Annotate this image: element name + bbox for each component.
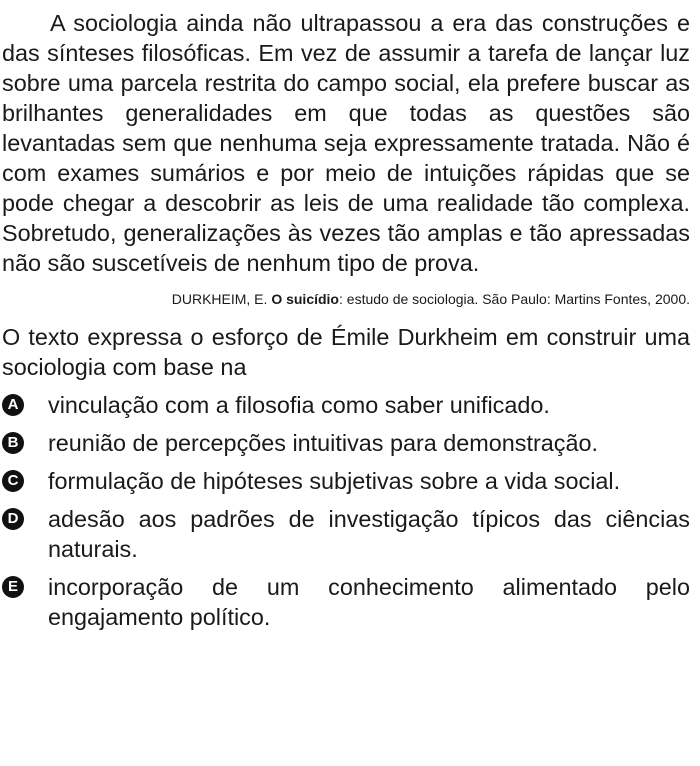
citation-rest: : estudo de sociologia. São Paulo: Martins Fontes, 2000. [339, 291, 690, 307]
answer-options [2, 390, 690, 632]
option-text: vinculação com a filosofia como saber unificado. [48, 392, 550, 418]
citation-title: O suicídio [271, 291, 339, 307]
option-letter-icon: A [2, 394, 24, 416]
option-text: reunião de percepções intuitivas para demonstração. [48, 430, 599, 456]
option-e[interactable] [2, 572, 690, 632]
option-letter-icon: C [2, 470, 24, 492]
citation [2, 290, 690, 308]
option-c[interactable] [2, 466, 690, 496]
option-b[interactable] [2, 428, 690, 458]
option-letter-icon: E [2, 576, 24, 598]
option-a[interactable] [2, 390, 690, 420]
question-stem: O texto expressa o esforço de Émile Durkheim em construir uma sociologia com base na [2, 324, 690, 380]
option-letter-icon: D [2, 508, 24, 530]
option-letter-icon: B [2, 432, 24, 454]
option-text: formulação de hipóteses subjetivas sobre a vida social. [48, 468, 621, 494]
option-text: incorporação de um conhecimento alimentado pelo engajamento político. [48, 574, 690, 630]
option-d[interactable] [2, 504, 690, 564]
passage-text: A sociologia ainda não ultrapassou a era das construções e das sínteses filosóficas. Em vez de assumir a tarefa de lançar luz sobre uma parcela restrita do campo social, ela prefere buscar as brilhantes generalidades em que todas as questões são levantadas sem que nenhuma seja expressamente tratada. Não é com exames sumários e por meio de intuições rápidas que se pode chegar a descobrir as leis de uma realidade tão complexa. Sobretudo, generalizações às vezes tão amplas e tão apressadas não são suscetíveis de nenhum tipo de prova. [2, 10, 690, 276]
option-text: adesão aos padrões de investigação típicos das ciências naturais. [48, 506, 690, 562]
citation-author: DURKHEIM, E. [171, 291, 272, 307]
